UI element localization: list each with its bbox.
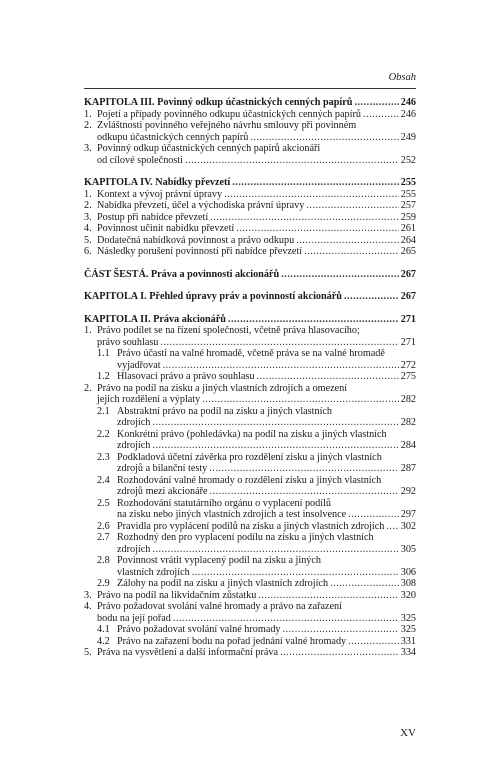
toc-entry-title: Právo požadovat svolání valné hromady a právo na zařazení bbox=[97, 601, 342, 612]
toc-entry-title: jejich rozdělení a výplaty bbox=[97, 394, 201, 405]
toc-entry bbox=[84, 544, 416, 556]
toc-entry bbox=[84, 189, 416, 201]
toc-section-heading bbox=[84, 269, 416, 281]
toc-entry-title: Následky porušení povinností při nabídce převzetí bbox=[97, 246, 303, 257]
toc-entry bbox=[84, 109, 416, 121]
toc-entry bbox=[84, 200, 416, 212]
toc-spacer bbox=[84, 280, 416, 291]
toc-entry-title: Podkladová účetní závěrka pro rozdělení zisku a jiných vlastních bbox=[117, 451, 382, 463]
toc-entry bbox=[84, 223, 416, 235]
toc-entry-number: 4. bbox=[84, 223, 92, 234]
toc-page-number: 271 bbox=[400, 336, 416, 348]
toc-entry-title: Nabídka převzetí, účel a východiska právní úpravy bbox=[97, 200, 305, 211]
toc-entry-number: 2.3 bbox=[97, 451, 110, 463]
toc-entry-title: zdrojů mezi akcionáře bbox=[117, 486, 208, 497]
toc-leader-dots bbox=[236, 223, 398, 235]
toc-page-number: 305 bbox=[400, 543, 416, 555]
toc-entry bbox=[84, 246, 416, 258]
toc-entry-number: 1.2 bbox=[97, 371, 110, 382]
toc-leader-dots bbox=[232, 177, 398, 189]
toc-entry-number: 2. bbox=[84, 382, 92, 394]
toc-entry-title: bodu na její pořad bbox=[97, 612, 171, 624]
toc-entry-number: 2.8 bbox=[97, 555, 110, 566]
toc-entry-title: ČÁST ŠESTÁ. Práva a povinnosti akcionářů bbox=[84, 268, 280, 280]
toc-spacer bbox=[84, 258, 416, 269]
toc-entry-title: Povinný odkup účastnických cenných papírů akcionáři bbox=[97, 143, 321, 154]
toc-entry-number: 2.7 bbox=[97, 532, 110, 543]
toc-entry-number: 2. bbox=[84, 200, 92, 211]
toc-entry bbox=[84, 486, 416, 498]
toc-page-number: 325 bbox=[400, 612, 416, 624]
toc-entry-number: 4.1 bbox=[97, 624, 110, 635]
toc-entry-number: 1. bbox=[84, 325, 92, 336]
toc-entry-title: Hlasovací právo a právo souhlasu bbox=[117, 371, 255, 382]
toc-entry bbox=[84, 337, 416, 349]
toc-leader-dots bbox=[160, 337, 398, 349]
toc-entry-number: 2.1 bbox=[97, 405, 110, 417]
toc-leader-dots bbox=[228, 314, 399, 326]
toc-entry-title: Postup při nabídce převzetí bbox=[97, 211, 209, 223]
toc-section-heading bbox=[84, 177, 416, 189]
toc-entry-number: 2.9 bbox=[97, 578, 110, 589]
toc-entry bbox=[84, 532, 416, 544]
toc-leader-dots bbox=[258, 590, 398, 602]
toc-entry bbox=[84, 383, 416, 395]
toc-leader-dots bbox=[330, 578, 399, 590]
toc-page-number: 255 bbox=[400, 188, 416, 200]
toc-entry-title: KAPITOLA II. Práva akcionářů bbox=[84, 313, 226, 325]
toc-entry bbox=[84, 521, 416, 533]
toc-page-number: 265 bbox=[400, 246, 416, 257]
toc-entry bbox=[84, 555, 416, 567]
toc-leader-dots bbox=[173, 613, 399, 625]
toc-page-number: 282 bbox=[400, 417, 416, 428]
toc-leader-dots bbox=[348, 509, 399, 521]
toc-page-number: 246 bbox=[400, 108, 416, 120]
toc-entry bbox=[84, 371, 416, 383]
toc-page-number: 325 bbox=[400, 624, 416, 635]
toc-page-number: 282 bbox=[400, 394, 416, 405]
header-rule bbox=[84, 88, 416, 89]
toc-entry-title: Práva na vysvětlení a další informační práva bbox=[97, 647, 279, 658]
toc-leader-dots bbox=[210, 486, 399, 498]
toc-entry bbox=[84, 360, 416, 372]
toc-entry-number: 5. bbox=[84, 647, 92, 658]
toc-entry-number: 1. bbox=[84, 188, 92, 200]
toc-page-number: 257 bbox=[400, 200, 416, 211]
toc-entry bbox=[84, 348, 416, 360]
toc-page-number: 272 bbox=[400, 359, 416, 371]
toc-entry-number: 6. bbox=[84, 246, 92, 257]
toc-leader-dots bbox=[386, 521, 398, 533]
toc-leader-dots bbox=[185, 155, 399, 167]
toc-entry bbox=[84, 155, 416, 167]
toc-entry bbox=[84, 498, 416, 510]
toc-leader-dots bbox=[344, 291, 399, 303]
toc-leader-dots bbox=[257, 371, 399, 383]
running-header: Obsah bbox=[388, 72, 416, 83]
toc-entry-title: Rozhodný den pro vyplacení podílu na zisku a jiných vlastních bbox=[117, 532, 374, 543]
toc-entry-title: Právo na podíl na likvidačním zůstatku bbox=[97, 589, 257, 601]
toc-page-number: 297 bbox=[400, 509, 416, 520]
toc-leader-dots bbox=[192, 567, 399, 579]
toc-page-number: 271 bbox=[400, 313, 416, 325]
toc-entry-number: 2.2 bbox=[97, 428, 110, 440]
toc-page-number: 249 bbox=[400, 131, 416, 143]
toc-entry-title: právo souhlasu bbox=[97, 336, 159, 348]
toc-entry-title: Právo účasti na valné hromadě, včetně práva se na valné hromadě bbox=[117, 348, 385, 359]
toc-leader-dots bbox=[202, 394, 398, 406]
toc-entry-title: Právo na zařazení bodu na pořad jednání valné hromady bbox=[117, 635, 347, 647]
toc-entry-title: Pravidla pro vyplácení podílů na zisku a jiných vlastních zdrojích bbox=[117, 520, 385, 532]
toc-page-number: 284 bbox=[400, 440, 416, 451]
toc-entry bbox=[84, 132, 416, 144]
toc-leader-dots bbox=[281, 269, 399, 281]
toc-spacer bbox=[84, 166, 416, 177]
toc-leader-dots bbox=[306, 200, 398, 212]
toc-entry bbox=[84, 429, 416, 441]
toc-entry-number: 1. bbox=[84, 108, 92, 120]
toc-leader-dots bbox=[354, 97, 398, 109]
toc-entry bbox=[84, 417, 416, 429]
toc-entry bbox=[84, 325, 416, 337]
toc-entry-title: zdrojů a bilanční testy bbox=[117, 463, 208, 474]
toc-entry-number: 4.2 bbox=[97, 635, 110, 647]
toc-entry-title: KAPITOLA III. Povinný odkup účastnických cenných papírů bbox=[84, 97, 353, 108]
toc-entry-title: Právo podílet se na řízení společnosti, včetně práva hlasovacího; bbox=[97, 325, 360, 336]
toc-entry-number: 2. bbox=[84, 120, 92, 131]
toc-entry-title: Povinnost vrátit vyplacený podíl na zisku a jiných bbox=[117, 555, 321, 566]
toc-entry bbox=[84, 212, 416, 224]
toc-entry-title: Pojetí a případy povinného odkupu účastnických cenných papírů bbox=[97, 108, 361, 120]
toc-leader-dots bbox=[296, 235, 399, 247]
toc-page-number: 302 bbox=[400, 520, 416, 532]
toc-entry bbox=[84, 235, 416, 247]
toc-entry-title: vyjadřovat bbox=[117, 359, 161, 371]
toc-leader-dots bbox=[163, 360, 399, 372]
toc-entry-title: Právo požadovat svolání valné hromady bbox=[117, 624, 281, 635]
toc-entry-number: 3. bbox=[84, 211, 92, 223]
toc-page-number: 261 bbox=[400, 223, 416, 234]
toc-entry-title: KAPITOLA I. Přehled úpravy práv a povinností akcionářů bbox=[84, 291, 342, 302]
toc-entry bbox=[84, 567, 416, 579]
toc-entry-number: 2.6 bbox=[97, 520, 110, 532]
toc-section-heading bbox=[84, 314, 416, 326]
toc-leader-dots bbox=[152, 544, 398, 556]
toc-entry-number: 5. bbox=[84, 234, 92, 246]
toc-leader-dots bbox=[152, 417, 398, 429]
toc-leader-dots bbox=[283, 624, 399, 636]
toc-entry bbox=[84, 394, 416, 406]
toc-section-heading bbox=[84, 97, 416, 109]
toc-leader-dots bbox=[210, 212, 399, 224]
toc-page-number: 320 bbox=[400, 589, 416, 601]
toc-entry-number: 3. bbox=[84, 143, 92, 154]
toc-entry-title: zdrojích bbox=[117, 440, 151, 451]
toc-entry-title: Abstraktní právo na podíl na zisku a jiných vlastních bbox=[117, 405, 333, 417]
toc-page-number: 334 bbox=[400, 647, 416, 658]
table-of-contents bbox=[84, 97, 416, 659]
toc-entry-title: Kontext a vývoj právní úpravy bbox=[97, 188, 223, 200]
toc-page-number: 267 bbox=[400, 291, 416, 302]
toc-entry-title: vlastních zdrojích bbox=[117, 566, 190, 578]
toc-entry bbox=[84, 406, 416, 418]
toc-entry bbox=[84, 120, 416, 132]
toc-entry-title: odkupu účastnických cenných papírů bbox=[97, 131, 249, 143]
toc-page-number: 292 bbox=[400, 486, 416, 497]
toc-page-number: 259 bbox=[400, 211, 416, 223]
toc-page-number: 264 bbox=[400, 234, 416, 246]
toc-leader-dots bbox=[363, 109, 399, 121]
toc-entry bbox=[84, 452, 416, 464]
toc-entry bbox=[84, 440, 416, 452]
toc-leader-dots bbox=[209, 463, 398, 475]
toc-leader-dots bbox=[250, 132, 398, 144]
toc-entry-title: Zvláštnosti povinného veřejného návrhu smlouvy při povinném bbox=[97, 120, 357, 131]
toc-page-number: 252 bbox=[400, 154, 416, 166]
toc-entry-title: Rozhodování statutárního orgánu o vyplacení podílů bbox=[117, 497, 331, 509]
toc-entry bbox=[84, 590, 416, 602]
toc-entry bbox=[84, 613, 416, 625]
toc-entry-title: na zisku nebo jiných vlastních zdrojích a test insolvence bbox=[117, 509, 347, 520]
toc-entry bbox=[84, 601, 416, 613]
toc-leader-dots bbox=[304, 246, 399, 258]
page-number: XV bbox=[400, 727, 416, 739]
toc-entry-title: Právo na podíl na zisku a jiných vlastních zdrojích a omezení bbox=[97, 382, 348, 394]
toc-leader-dots bbox=[152, 440, 398, 452]
toc-page-number: 246 bbox=[400, 97, 416, 108]
toc-entry-title: Rozhodování valné hromady o rozdělení zisku a jiných vlastních bbox=[117, 474, 382, 486]
toc-entry-title: od cílové společnosti bbox=[97, 154, 184, 166]
toc-entry bbox=[84, 578, 416, 590]
toc-leader-dots bbox=[348, 636, 399, 648]
toc-leader-dots bbox=[224, 189, 399, 201]
toc-entry-title: Dodatečná nabídková povinnost a právo odkupu bbox=[97, 234, 295, 246]
toc-page-number: 275 bbox=[400, 371, 416, 382]
toc-page-number: 267 bbox=[400, 268, 416, 280]
toc-entry-title: Zálohy na podíl na zisku a jiných vlastních zdrojích bbox=[117, 578, 329, 589]
toc-entry-title: Povinnost učinit nabídku převzetí bbox=[97, 223, 235, 234]
toc-entry bbox=[84, 509, 416, 521]
toc-entry bbox=[84, 624, 416, 636]
toc-entry bbox=[84, 475, 416, 487]
toc-entry-title: zdrojích bbox=[117, 417, 151, 428]
toc-entry-title: KAPITOLA IV. Nabídky převzetí bbox=[84, 177, 231, 188]
toc-page-number: 287 bbox=[400, 463, 416, 474]
toc-page-number: 306 bbox=[400, 566, 416, 578]
toc-entry-title: Konkrétní právo (pohledávka) na podíl na zisku a jiných vlastních bbox=[117, 428, 387, 440]
toc-entry-number: 1.1 bbox=[97, 348, 110, 359]
toc-entry bbox=[84, 463, 416, 475]
toc-page-number: 331 bbox=[400, 635, 416, 647]
toc-page-number: 255 bbox=[400, 177, 416, 188]
toc-section-heading bbox=[84, 291, 416, 303]
toc-entry bbox=[84, 647, 416, 659]
toc-leader-dots bbox=[280, 647, 399, 659]
toc-page-number: 308 bbox=[400, 578, 416, 589]
toc-entry-number: 3. bbox=[84, 589, 92, 601]
toc-spacer bbox=[84, 303, 416, 314]
toc-entry-number: 4. bbox=[84, 601, 92, 612]
toc-entry bbox=[84, 636, 416, 648]
toc-entry bbox=[84, 143, 416, 155]
toc-entry-title: zdrojích bbox=[117, 543, 151, 555]
toc-entry-number: 2.5 bbox=[97, 497, 110, 509]
toc-entry-number: 2.4 bbox=[97, 474, 110, 486]
